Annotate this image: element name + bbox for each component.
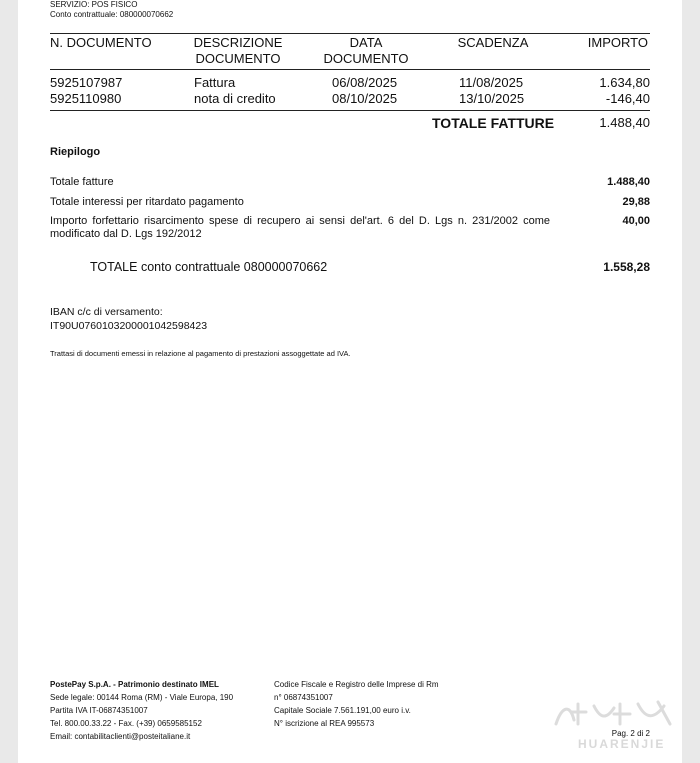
watermark-logo (548, 698, 678, 728)
contract-label: Conto contrattuale: 080000070662 (50, 10, 174, 19)
row-description: nota di credito (194, 91, 276, 106)
table-header-rule (50, 69, 650, 70)
iban-value: IT90U0760103200001042598423 (50, 320, 208, 332)
col-due-date: SCADENZA (457, 35, 529, 50)
row-doc-number: 5925107987 (50, 75, 123, 90)
row-amount: -146,40 (605, 91, 650, 106)
grand-total-value: 1.558,28 (603, 260, 650, 274)
row-due-date: 13/10/2025 (459, 91, 525, 106)
footer-line: Capitale Sociale 7.561.191,00 euro i.v. (274, 706, 411, 715)
row-amount: 1.634,80 (599, 75, 650, 90)
table-bottom-rule (50, 110, 650, 111)
summary-label: Totale interessi per ritardato pagamento (50, 196, 244, 208)
table-top-rule (50, 33, 650, 34)
summary-title: Riepilogo (50, 146, 101, 158)
total-invoices-label: TOTALE FATTURE (432, 115, 555, 131)
footer-line: N° iscrizione al REA 995573 (274, 719, 375, 728)
summary-value: 29,88 (622, 196, 650, 208)
vat-note: Trattasi di documenti emessi in relazione al pagamento di prestazioni assoggettate ad IVA. (50, 349, 351, 358)
page-number: Pag. 2 di 2 (611, 729, 650, 738)
footer-line: n° 06874351007 (274, 693, 333, 702)
col-amount: IMPORTO (587, 35, 648, 50)
col-doc-number: N. DOCUMENTO (50, 35, 152, 50)
row-date: 08/10/2025 (332, 91, 398, 106)
iban-label: IBAN c/c di versamento: (50, 306, 163, 318)
footer-company: PostePay S.p.A. - Patrimonio destinato IMEL (50, 680, 219, 689)
col-description: DESCRIZIONE DOCUMENTO (193, 35, 283, 66)
row-doc-number: 5925110980 (50, 91, 122, 106)
watermark-text: HUARENJIE (578, 737, 666, 751)
footer-line: Email: contabilitaclienti@posteitaliane.it (50, 732, 191, 741)
total-invoices-value: 1.488,40 (599, 115, 650, 130)
summary-value: 1.488,40 (607, 176, 650, 188)
row-description: Fattura (194, 75, 236, 90)
row-date: 06/08/2025 (332, 75, 398, 90)
summary-value: 40,00 (622, 215, 650, 227)
col-date: DATA DOCUMENTO (323, 35, 409, 66)
footer-line: Codice Fiscale e Registro delle Imprese di Rm (274, 680, 439, 689)
footer-line: Sede legale: 00144 Roma (RM) - Viale Europa, 190 (50, 693, 234, 702)
footer-line: Partita IVA IT-06874351007 (50, 706, 148, 715)
row-due-date: 11/08/2025 (459, 75, 524, 90)
summary-label: Importo forfettario risarcimento spese di recupero ai sensi del'art. 6 del D. Lgs n. 231/2002 come modificato dal D. Lgs 192/2012 (50, 215, 550, 240)
summary-label: Totale fatture (50, 176, 114, 188)
document-page (18, 0, 682, 763)
footer-line: Tel. 800.00.33.22 - Fax. (+39) 0659585152 (50, 719, 202, 728)
grand-total-label: TOTALE conto contrattuale 080000070662 (90, 260, 328, 274)
service-label: SERVIZIO: POS FISICO (50, 0, 138, 9)
